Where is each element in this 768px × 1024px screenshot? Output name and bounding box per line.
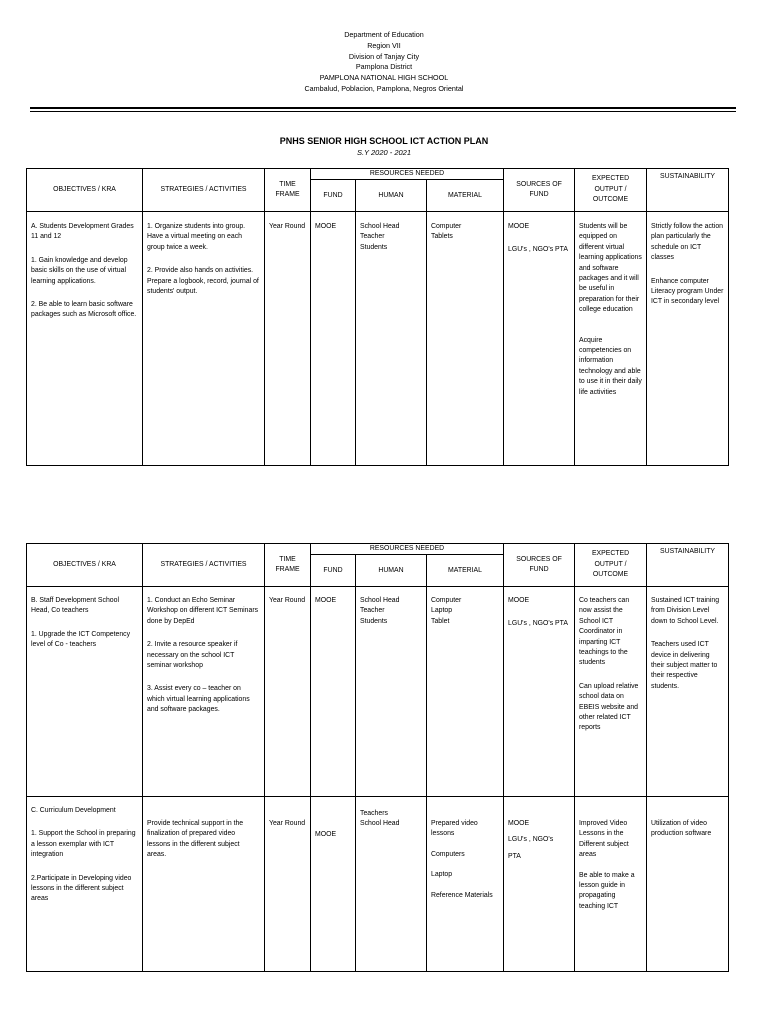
cell-fund: MOOE (311, 797, 356, 972)
cell-sources: MOOE LGU's , NGO's PTA (504, 212, 575, 466)
cell-objectives: A. Students Development Grades 11 and 12 1. Gain knowledge and develop basic skills on the use of virtual learning applications. 2. Be able to learn basic software packages such as Microsoft office. (27, 212, 143, 466)
document-header (0, 30, 768, 95)
cell-time-frame: Year Round (265, 587, 311, 797)
cell-fund: MOOE (311, 212, 356, 466)
col-header-output: EXPECTED OUTPUT / OUTCOME (575, 544, 647, 587)
header-line: PAMPLONA NATIONAL HIGH SCHOOL (319, 73, 449, 83)
cell-objectives: B. Staff Development School Head, Co teachers 1. Upgrade the ICT Competency level of Co - teachers (27, 587, 143, 797)
cell-sustainability: Sustained ICT training from Division Level down to School Level. Teachers used ICT device in delivering their subject matter to their respective students. (647, 587, 729, 797)
header-line: Region VII (367, 40, 401, 50)
cell-material: Prepared video lessons Computers Laptop Reference Materials (427, 797, 504, 972)
cell-sources: MOOE LGU's , NGO's PTA (504, 587, 575, 797)
col-header-human: HUMAN (356, 180, 427, 212)
header-line: Cambalud, Poblacion, Pamplona, Negros Oriental (304, 83, 464, 93)
cell-material: Computer Laptop Tablet (427, 587, 504, 797)
cell-sources: MOOE LGU's , NGO's PTA (504, 797, 575, 972)
col-header-strategies: STRATEGIES / ACTIVITIES (143, 169, 265, 212)
col-header-material: MATERIAL (427, 180, 504, 212)
cell-output: Improved Video Lessons in the Different subject areas Be able to make a lesson guide in propagating teaching ICT (575, 797, 647, 972)
table-row (27, 212, 729, 466)
col-header-strategies: STRATEGIES / ACTIVITIES (143, 544, 265, 587)
col-header-time-frame: TIME FRAME (265, 544, 311, 587)
cell-human: Teachers School Head (356, 797, 427, 972)
cell-strategies: 1. Conduct an Echo Seminar Workshop on different ICT Seminars done by DepEd 2. Invite a resource speaker if necessary on the school ICT seminar workshop 3. Assist every co – teacher on which virtual learning applications and software packages. (143, 587, 265, 797)
school-year: S.Y 2020 - 2021 (356, 148, 412, 157)
col-header-sources: SOURCES OF FUND (504, 169, 575, 212)
col-header-fund: FUND (311, 180, 356, 212)
cell-time-frame: Year Round (265, 797, 311, 972)
col-header-objectives: OBJECTIVES / KRA (27, 544, 143, 587)
cell-fund: MOOE (311, 587, 356, 797)
header-rule-thin (30, 111, 736, 112)
col-header-sources: SOURCES OF FUND (504, 544, 575, 587)
col-header-material: MATERIAL (427, 555, 504, 587)
cell-objectives: C. Curriculum Development 1. Support the School in preparing a lesson exemplar with ICT integration 2.Participate in Developing video lessons in the different subject areas (27, 797, 143, 972)
col-header-objectives: OBJECTIVES / KRA (27, 169, 143, 212)
cell-strategies: 1. Organize students into group. Have a virtual meeting on each group twice a week. 2. Provide also hands on activities. Prepare a logbook, record, journal of students' output. (143, 212, 265, 466)
cell-output: Co teachers can now assist the School ICT Coordinator in imparting ICT teachings to the students Can upload relative school data on EBEIS website and other related ICT reports (575, 587, 647, 797)
header-rule-thick (30, 107, 736, 109)
header-line: Department of Education (344, 30, 424, 39)
header-line: Division of Tanjay City (348, 51, 420, 61)
header-line: Pamplona District (355, 62, 413, 72)
col-header-resources: RESOURCES NEEDED (311, 544, 504, 555)
table-row (27, 587, 729, 797)
col-header-human: HUMAN (356, 555, 427, 587)
col-header-sustainability: SUSTAINABILITY (647, 169, 729, 212)
col-header-output: EXPECTED OUTPUT / OUTCOME (575, 169, 647, 212)
col-header-fund: FUND (311, 555, 356, 587)
cell-human: School Head Teacher Students (356, 587, 427, 797)
action-plan-table-1 (26, 168, 729, 466)
cell-human: School Head Teacher Students (356, 212, 427, 466)
plan-title: PNHS SENIOR HIGH SCHOOL ICT ACTION PLAN (279, 136, 489, 146)
col-header-sustainability: SUSTAINABILITY (647, 544, 729, 587)
cell-output: Students will be equipped on different virtual learning applications and software packages and it will be useful in preparation for their college education Acquire competencies on information technology and able to use it in their daily life activities (575, 212, 647, 466)
cell-strategies: Provide technical support in the finalization of prepared video lessons in the different subject areas. (143, 797, 265, 972)
cell-sustainability: Utilization of video production software (647, 797, 729, 972)
cell-sustainability: Strictly follow the action plan particularly the schedule on ICT classes Enhance computer Literacy program Under ICT in secondary level (647, 212, 729, 466)
cell-time-frame: Year Round (265, 212, 311, 466)
cell-material: Computer Tablets (427, 212, 504, 466)
action-plan-table-2 (26, 543, 729, 972)
col-header-time-frame: TIME FRAME (265, 169, 311, 212)
col-header-resources: RESOURCES NEEDED (311, 169, 504, 180)
table-row (27, 797, 729, 972)
